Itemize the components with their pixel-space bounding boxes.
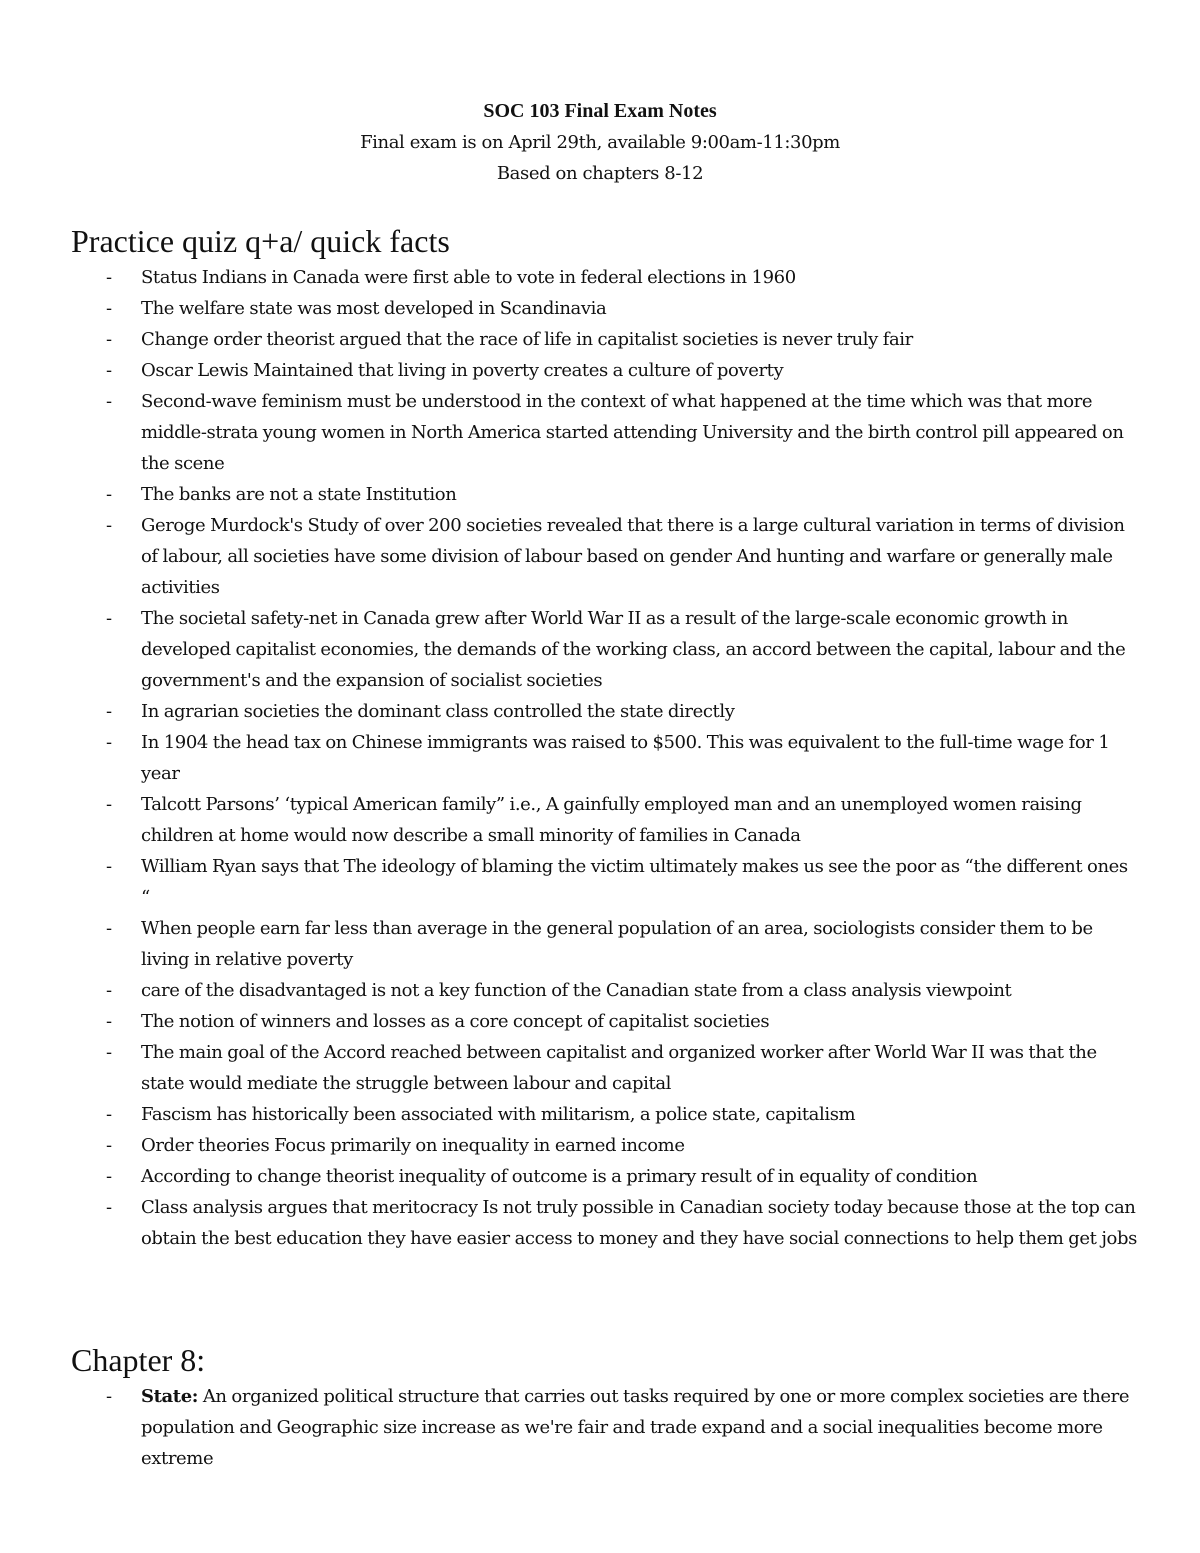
list-item	[71, 1161, 1141, 1192]
list-item-text: care of the disadvantaged is not a key function of the Canadian state from a class analysis viewpoint	[141, 980, 1012, 1001]
list-item-text: Talcott Parsons’ ‘typical American family” i.e., A gainfully employed man and an unemployed women raising children at home would now describe a small minority of families in Canada	[141, 794, 1082, 846]
list-item-text: Status Indians in Canada were first able to vote in federal elections in 1960	[141, 267, 796, 288]
bullet-dash: -	[106, 1104, 112, 1125]
list-item-text: Order theories Focus primarily on inequality in earned income	[141, 1135, 685, 1156]
document-header	[0, 96, 1200, 189]
list-item	[71, 479, 1141, 510]
list-item	[71, 324, 1141, 355]
bullet-dash: -	[106, 980, 112, 1001]
bullet-dash: -	[106, 360, 112, 381]
bullet-dash: -	[106, 1011, 112, 1032]
list-item	[71, 1006, 1141, 1037]
list-item	[71, 789, 1141, 851]
list-item-text: William Ryan says that The ideology of blaming the victim ultimately makes us see the poor as “the different ones “	[141, 856, 1128, 908]
list-item	[71, 386, 1141, 479]
bullet-dash: -	[106, 391, 112, 412]
bullet-dash: -	[106, 794, 112, 815]
exam-date-line: Final exam is on April 29th, available 9:00am-11:30pm	[360, 132, 840, 153]
list-item	[71, 913, 1141, 975]
list-item	[71, 727, 1141, 789]
list-item	[71, 510, 1141, 603]
list-item-text: Geroge Murdock's Study of over 200 societies revealed that there is a large cultural variation in terms of division of labour, all societies have some division of labour based on gender And hunting and warfare or generally male activities	[141, 515, 1125, 598]
chapter-8-list	[71, 1381, 1141, 1474]
list-item	[71, 1192, 1141, 1254]
definition-term: State:	[141, 1386, 198, 1407]
list-item-text: Change order theorist argued that the race of life in capitalist societies is never truly fair	[141, 329, 913, 350]
bullet-dash: -	[106, 1386, 112, 1407]
bullet-dash: -	[106, 1197, 112, 1218]
bullet-dash: -	[106, 608, 112, 629]
bullet-dash: -	[106, 267, 112, 288]
chapter-8-heading: Chapter 8:	[71, 1342, 206, 1378]
bullet-dash: -	[106, 1042, 112, 1063]
bullet-dash: -	[106, 1135, 112, 1156]
bullet-dash: -	[106, 918, 112, 939]
bullet-dash: -	[106, 329, 112, 350]
list-item	[71, 262, 1141, 293]
list-item	[71, 1099, 1141, 1130]
chapters-line: Based on chapters 8-12	[496, 163, 704, 184]
bullet-dash: -	[106, 856, 112, 877]
list-item	[71, 696, 1141, 727]
document-title: SOC 103 Final Exam Notes	[483, 100, 717, 122]
list-item-text: Oscar Lewis Maintained that living in poverty creates a culture of poverty	[141, 360, 784, 381]
bullet-dash: -	[106, 298, 112, 319]
list-item	[71, 1037, 1141, 1099]
bullet-dash: -	[106, 1166, 112, 1187]
list-item	[71, 355, 1141, 386]
list-item	[71, 975, 1141, 1006]
practice-quiz-list	[71, 262, 1141, 1254]
list-item-text: In 1904 the head tax on Chinese immigrants was raised to $500. This was equivalent to the full-time wage for 1 year	[141, 732, 1110, 784]
list-item-text: The main goal of the Accord reached between capitalist and organized worker after World War II was that the state would mediate the struggle between labour and capital	[141, 1042, 1097, 1094]
list-item-text: When people earn far less than average in the general population of an area, sociologists consider them to be living in relative poverty	[141, 918, 1093, 970]
list-item	[71, 1130, 1141, 1161]
list-item-text: The banks are not a state Institution	[141, 484, 457, 505]
list-item	[71, 1381, 1141, 1474]
list-item	[71, 293, 1141, 324]
bullet-dash: -	[106, 515, 112, 536]
bullet-dash: -	[106, 484, 112, 505]
chapter-8-section	[71, 1341, 1141, 1474]
list-item-text: According to change theorist inequality of outcome is a primary result of in equality of condition	[141, 1166, 978, 1187]
bullet-dash: -	[106, 701, 112, 722]
list-item-text: Class analysis argues that meritocracy Is not truly possible in Canadian society today because those at the top can obtain the best education they have easier access to money and they have social connections to help them get jobs	[141, 1197, 1137, 1249]
list-item-text: The societal safety-net in Canada grew after World War II as a result of the large-scale economic growth in developed capitalist economies, the demands of the working class, an accord between the capital, labour and the government's and the expansion of socialist societies	[141, 608, 1126, 691]
list-item-text: In agrarian societies the dominant class controlled the state directly	[141, 701, 735, 722]
list-item-text: Second-wave feminism must be understood in the context of what happened at the time which was that more middle-strata young women in North America started attending University and the birth control pill appeared on the scene	[141, 391, 1124, 474]
bullet-dash: -	[106, 732, 112, 753]
list-item-text: The notion of winners and losses as a core concept of capitalist societies	[141, 1011, 770, 1032]
practice-quiz-section	[71, 222, 1141, 1254]
list-item-text: Fascism has historically been associated with militarism, a police state, capitalism	[141, 1104, 856, 1125]
practice-quiz-heading: Practice quiz q+a/ quick facts	[71, 223, 450, 259]
list-item	[71, 603, 1141, 696]
list-item-text: The welfare state was most developed in Scandinavia	[141, 298, 607, 319]
list-item	[71, 851, 1141, 913]
definition-text: An organized political structure that carries out tasks required by one or more complex societies are there population and Geographic size increase as we're fair and trade expand and a social inequalities become more extreme	[141, 1386, 1130, 1469]
